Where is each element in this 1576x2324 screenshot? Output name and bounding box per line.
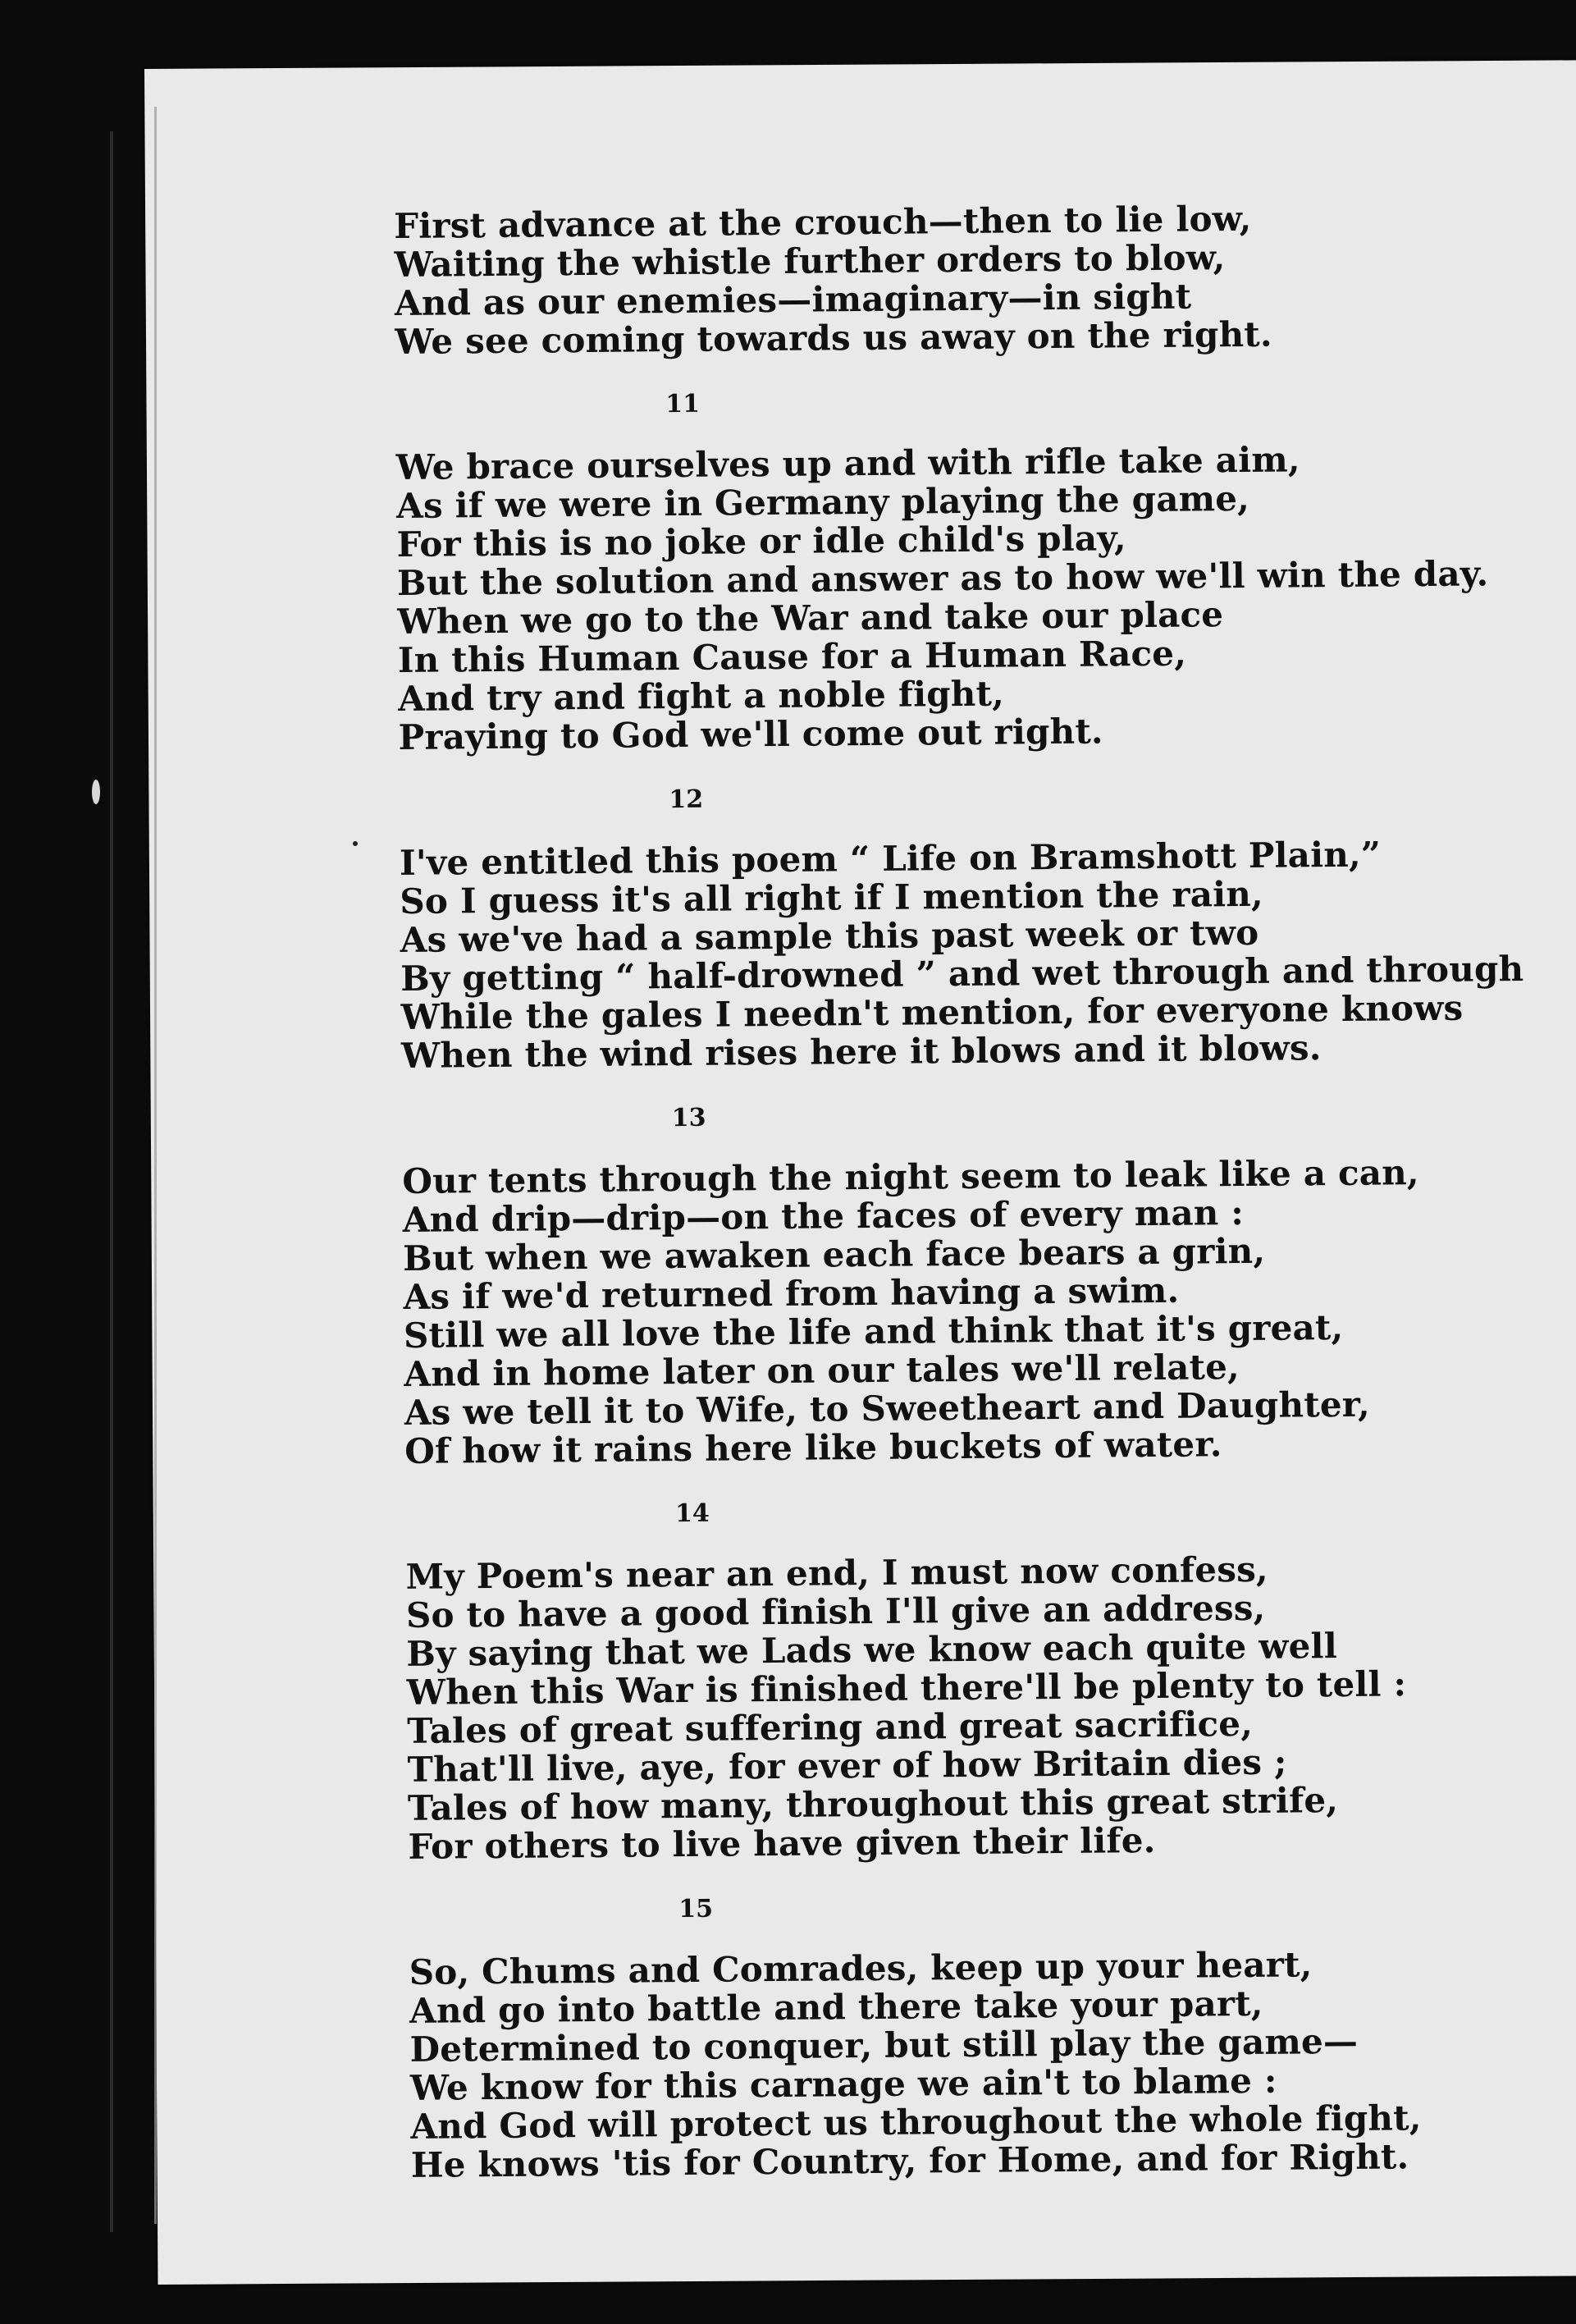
poem-line: My Poem's near an end, I must now confess, <box>405 1549 1268 1597</box>
poem-line: In this Human Cause for a Human Race, <box>397 633 1187 680</box>
poem-line: Waiting the whistle further orders to blow, <box>394 237 1226 285</box>
stanza <box>409 1944 1478 2184</box>
poem-line: Tales of how many, throughout this great strife, <box>407 1780 1339 1828</box>
poem-line: And drip—drip—on the faces of every man : <box>402 1192 1245 1240</box>
poem-line: When we go to the War and take our place <box>397 594 1224 642</box>
poem-line: Our tents through the night seem to leak like a can, <box>402 1152 1419 1201</box>
stanza-number: 11 <box>665 389 701 419</box>
poem-line: I've entitled this poem “ Life on Bramshott Plain,” <box>399 834 1382 883</box>
stanza-number: 12 <box>669 785 704 815</box>
poem-line: He knows 'tis for Country, for Home, and for Right. <box>410 2136 1409 2185</box>
poem-line: Tales of great suffering and great sacrifice, <box>406 1703 1254 1751</box>
poem-line: We brace ourselves up and with rifle take aim, <box>395 439 1300 487</box>
poem-body <box>393 198 1524 2185</box>
poem-line: For this is no joke or idle child's play, <box>396 518 1126 565</box>
poem-line: We know for this carnage we ain't to blame : <box>409 2060 1277 2108</box>
poem-line: By getting “ half-drowned ” and wet through and through <box>400 949 1524 999</box>
poem-line: When the wind rises here it blows and it blows. <box>400 1027 1322 1076</box>
poem-line: When this War is finished there'll be plenty to tell : <box>406 1663 1407 1713</box>
poem-line: So, Chums and Comrades, keep up your heart, <box>409 1944 1313 1992</box>
poem-line: First advance at the crouch—then to lie low, <box>393 198 1252 246</box>
stanza-number: 15 <box>678 1894 714 1924</box>
poem-line: So to have a good finish I'll give an address, <box>405 1587 1266 1635</box>
poem-line: As we tell it to Wife, to Sweetheart and Daughter, <box>404 1384 1371 1433</box>
stanza <box>405 1549 1474 1866</box>
poem-line: As we've had a sample this past week or two <box>400 912 1259 960</box>
poem-line: And as our enemies—imaginary—in sight <box>394 276 1192 323</box>
stanza-number: 13 <box>671 1103 706 1133</box>
poem-line: And try and fight a noble fight, <box>398 673 1005 719</box>
poem-line: We see coming towards us away on the right. <box>395 313 1272 362</box>
poem-line: While the gales I needn't mention, for everyone knows <box>400 987 1464 1037</box>
poem-line: But the solution and answer as to how we'll win the day. <box>396 553 1489 603</box>
poem-line: Praying to God we'll come out right. <box>398 711 1103 757</box>
poem-line: Of how it rains here like buckets of water. <box>404 1424 1222 1471</box>
stanza <box>395 439 1489 757</box>
poem-line: Determined to conquer, but still play the game— <box>409 2020 1359 2070</box>
poem-line: But when we awaken each face bears a grin, <box>402 1230 1266 1279</box>
poem-line: As if we'd returned from having a swim. <box>403 1270 1180 1317</box>
scan-speck <box>353 841 358 846</box>
poem-line: And in home later on our tales we'll relate, <box>404 1347 1240 1394</box>
page-stack-edge <box>110 131 113 2232</box>
stanza <box>394 198 1462 361</box>
page-margin-rule <box>154 107 157 2224</box>
stanza <box>399 834 1524 1076</box>
poem-line: And God will protect us throughout the whole fight, <box>410 2098 1422 2147</box>
scan-speck <box>92 780 100 804</box>
poem-line: As if we were in Germany playing the game, <box>395 478 1250 526</box>
poem-line: Still we all love the life and think that it's great, <box>403 1306 1344 1356</box>
poem-line: By saying that we Lads we know each quite well <box>406 1626 1338 1674</box>
poem-line: And go into battle and there take your part, <box>409 1983 1263 2031</box>
poem-line: So I guess it's all right if I mention the rain, <box>400 873 1264 922</box>
stanza <box>402 1153 1471 1471</box>
poem-line: For others to live have given their life. <box>408 1819 1156 1867</box>
poem-line: That'll live, aye, for ever of how Britain dies ; <box>407 1741 1287 1790</box>
stanza-number: 14 <box>674 1498 710 1529</box>
